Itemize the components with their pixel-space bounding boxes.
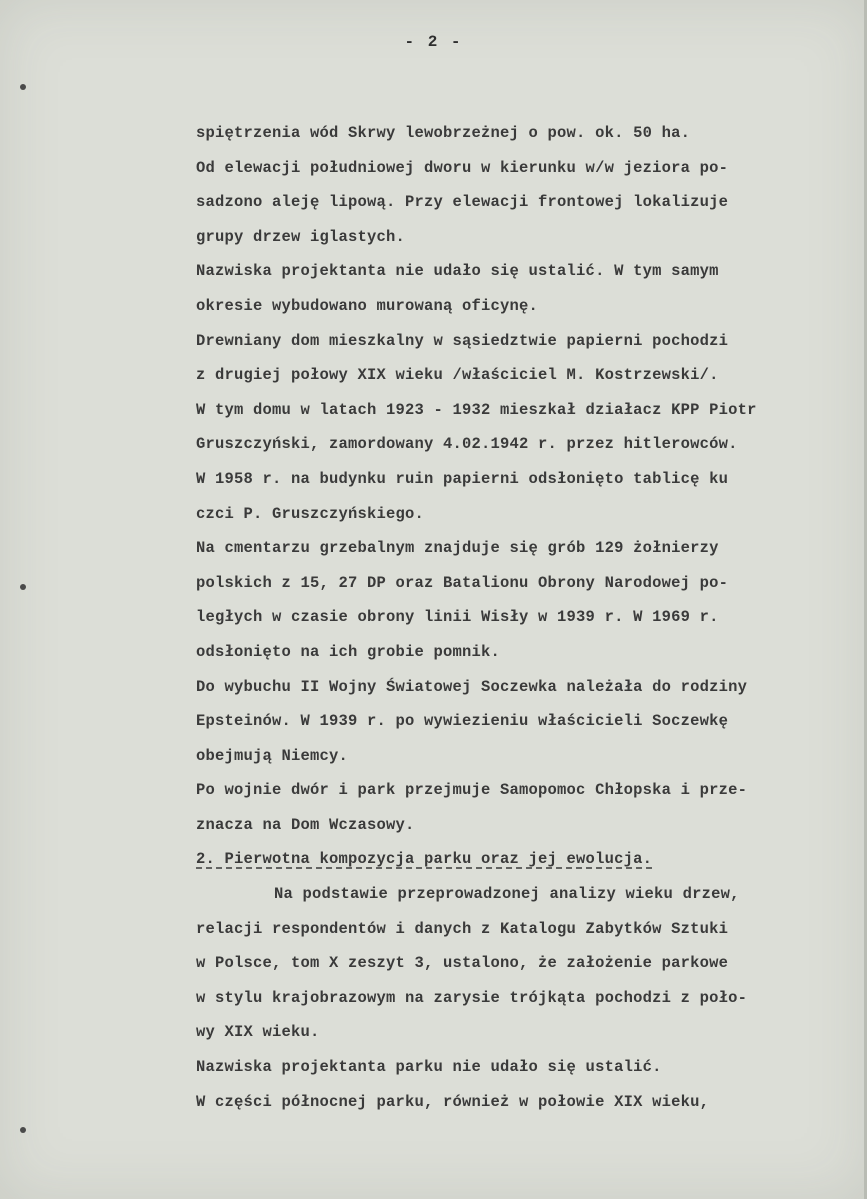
text-line: Na cmentarzu grzebalnym znajduje się grób 129 żołnierzy: [196, 539, 719, 558]
punch-hole-mark: [20, 84, 26, 90]
text-line: grupy drzew iglastych.: [196, 227, 406, 246]
text-line: relacji respondentów i danych z Katalogu Zabytków Sztuki: [196, 919, 729, 938]
text-line: Drewniany dom mieszkalny w sąsiedztwie papierni pochodzi: [196, 331, 729, 350]
text-line: Gruszczyński, zamordowany 4.02.1942 r. przez hitlerowców.: [196, 435, 738, 454]
text-line: wy XIX wieku.: [196, 1023, 320, 1042]
text-line: Nazwiska projektanta parku nie udało się ustalić.: [196, 1058, 662, 1077]
text-line: W 1958 r. na budynku ruin papierni odsłonięto tablicę ku: [196, 469, 729, 488]
text-line: W części północnej parku, również w połowie XIX wieku,: [196, 1092, 710, 1111]
text-line: w Polsce, tom X zeszyt 3, ustalono, że założenie parkowe: [196, 954, 729, 973]
text-line: ległych w czasie obrony linii Wisły w 1939 r. W 1969 r.: [196, 608, 719, 627]
text-line: w stylu krajobrazowym na zarysie trójkąta pochodzi z poło-: [196, 988, 748, 1007]
text-line: Nazwiska projektanta nie udało się ustalić. W tym samym: [196, 262, 719, 281]
body-text: [196, 116, 846, 1119]
text-line: obejmują Niemcy.: [196, 746, 349, 765]
punch-hole-mark: [20, 1127, 26, 1133]
text-line: Po wojnie dwór i park przejmuje Samopomoc Chłopska i prze-: [196, 781, 748, 800]
text-line: W tym domu w latach 1923 - 1932 mieszkał działacz KPP Piotr: [196, 400, 757, 419]
text-line: spiętrzenia wód Skrwy lewobrzeżnej o pow. ok. 50 ha.: [196, 124, 691, 142]
text-line: czci P. Gruszczyńskiego.: [196, 504, 425, 523]
punch-hole-mark: [20, 584, 26, 590]
page-number: - 2 -: [404, 33, 463, 51]
text-line: polskich z 15, 27 DP oraz Batalionu Obrony Narodowej po-: [196, 573, 729, 592]
text-line: Do wybuchu II Wojny Światowej Soczewka należała do rodziny: [196, 677, 748, 696]
text-line: Od elewacji południowej dworu w kierunku w/w jeziora po-: [196, 158, 729, 177]
text-line: odsłonięto na ich grobie pomnik.: [196, 642, 501, 661]
text-line: sadzono aleję lipową. Przy elewacji frontowej lokalizuje: [196, 193, 729, 212]
text-line: z drugiej połowy XIX wieku /właściciel M. Kostrzewski/.: [196, 366, 719, 385]
text-line: znacza na Dom Wczasowy.: [196, 815, 415, 834]
text-line: okresie wybudowano murowaną oficynę.: [196, 296, 539, 315]
text-line: Na podstawie przeprowadzonej analizy wieku drzew,: [274, 885, 740, 904]
text-line: Epsteinów. W 1939 r. po wywiezieniu właścicieli Soczewkę: [196, 712, 729, 731]
section-heading: 2. Pierwotna kompozycja parku oraz jej ewolucja.: [196, 850, 653, 869]
